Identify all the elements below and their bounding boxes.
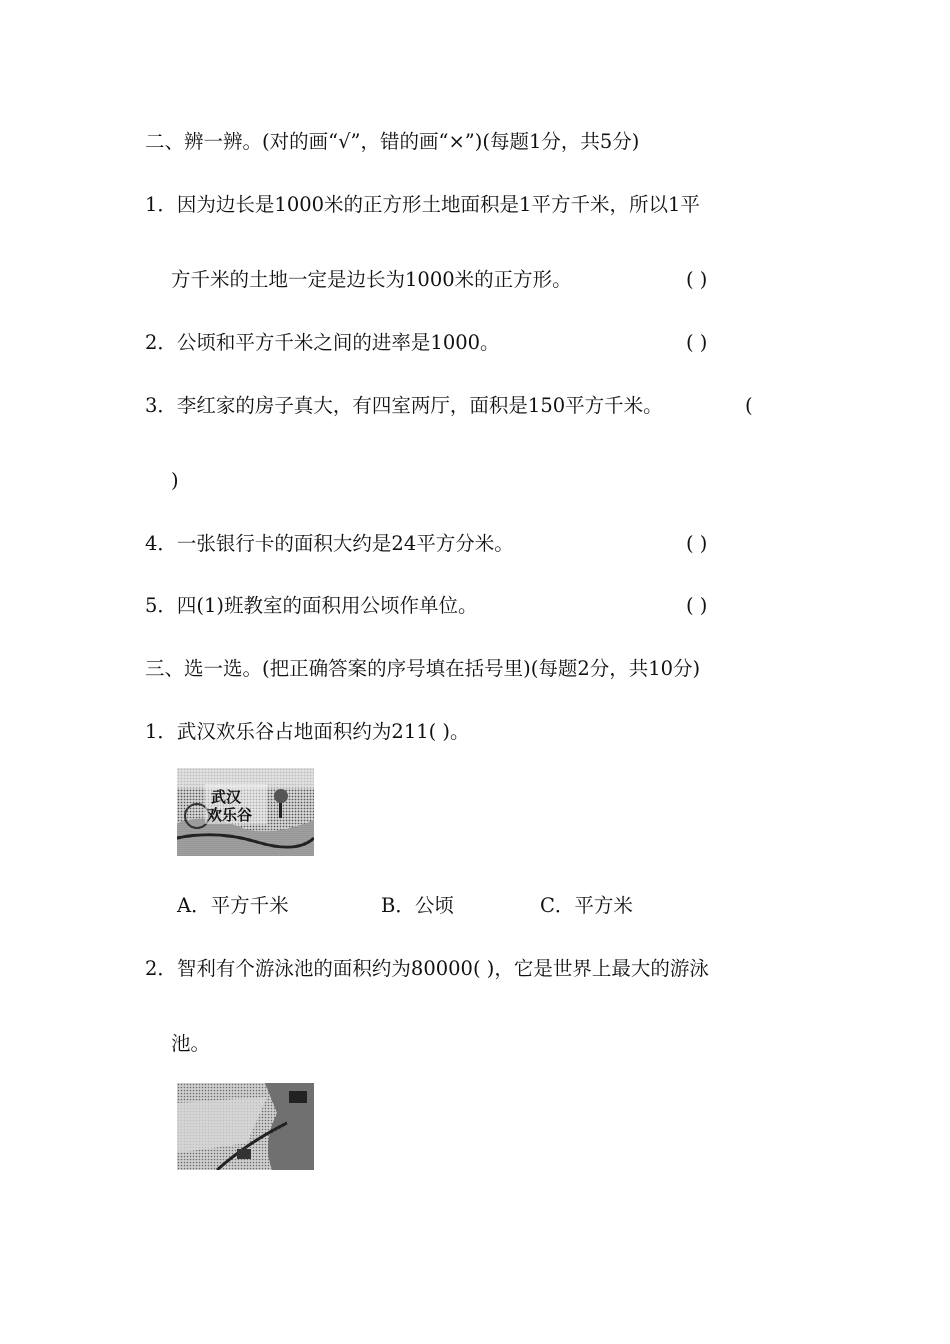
s2-q2-answer-blank[interactable]: ( ) <box>686 331 708 354</box>
s3-q1: 1．武汉欢乐谷占地面积约为211( )。 <box>145 720 470 743</box>
s2-q1-line2: 方千米的土地一定是边长为1000米的正方形。 <box>171 268 572 291</box>
s3-q1-option-b[interactable]: B．公顷 <box>381 894 454 917</box>
s3-q1-option-a[interactable]: A．平方千米 <box>177 894 289 917</box>
s2-q3-close-paren[interactable]: ) <box>171 469 179 492</box>
s2-q3-open-paren[interactable]: ( <box>745 394 753 417</box>
s2-q1-line1: 1．因为边长是1000米的正方形土地面积是1平方千米，所以1平 <box>145 193 700 216</box>
s2-q1-answer-blank[interactable]: ( ) <box>686 268 708 291</box>
s2-q2: 2．公顷和平方千米之间的进率是1000。 <box>145 331 500 354</box>
section-2-heading: 二、辨一辨。(对的画“√”，错的画“×”)(每题1分，共5分) <box>145 130 640 153</box>
svg-text:欢乐谷: 欢乐谷 <box>207 806 253 824</box>
s2-q5-answer-blank[interactable]: ( ) <box>686 594 708 617</box>
happy-valley-logo-text: 武汉 <box>211 788 242 806</box>
s2-q4-answer-blank[interactable]: ( ) <box>686 532 708 555</box>
s2-q5: 5．四(1)班教室的面积用公顷作单位。 <box>145 594 478 617</box>
s3-q1-option-c[interactable]: C．平方米 <box>540 894 633 917</box>
s2-q3-line1: 3．李红家的房子真大，有四室两厅，面积是150平方千米。 <box>145 394 663 417</box>
swimming-pool-photo-svg <box>177 1083 314 1170</box>
s2-q4: 4．一张银行卡的面积大约是24平方分米。 <box>145 532 514 555</box>
s3-q2-line1: 2．智利有个游泳池的面积约为80000( )，它是世界上最大的游泳 <box>145 957 709 980</box>
section-3-heading: 三、选一选。(把正确答案的序号填在括号里)(每题2分，共10分) <box>145 657 701 680</box>
swimming-pool-photo <box>177 1083 314 1170</box>
happy-valley-photo-svg <box>177 768 314 856</box>
s3-q2-line2: 池。 <box>171 1032 211 1055</box>
happy-valley-photo <box>177 768 314 856</box>
